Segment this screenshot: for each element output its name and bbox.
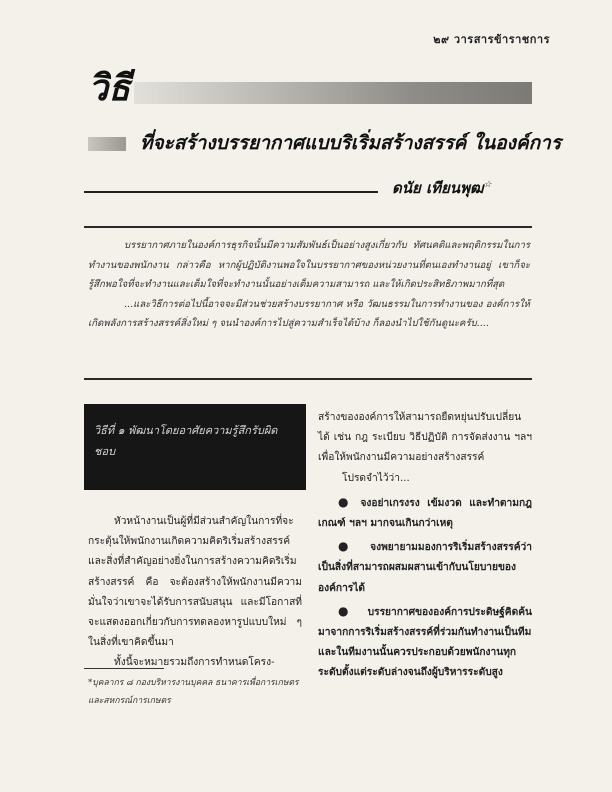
author-text: ดนัย เทียนพุฒ [392,179,484,197]
bullet-text: จงพยายามมองการริเริ่มสร้างสรรค์ว่าเป็นสิ่งที่สามารถผสมผสานเข้ากับนโยบายขององค์การได้ [318,541,532,594]
section-heading: วิธีที่ ๑ พัฒนาโดยอาศัยความรู้สึกรับผิดชอบ [94,424,278,458]
intro-top-rule [84,226,532,228]
bullet-icon: ● [338,603,360,618]
footnote: *บุคลากร ๘ กองบริหารงานบุคคล ธนาคารเพื่อการเกษตรและสหกรณ์การเกษตร [88,678,299,706]
right-column [318,408,532,683]
bullet-icon: ● [338,494,353,509]
bullet-text: บรรยากาศขององค์การประดิษฐ์คิดค้น มาจากการริเริ่มสร้างสรรค์ที่ร่วมกันทำงานเป็นทีม และในทีมงานนั้นควรประกอบด้วยพนักงานทุกระดับตั้งแต่ระดับล่างจนถึงผู้บริหารระดับสูง [318,605,532,679]
bullet-item [318,601,532,683]
left-paragraph-1: หัวหน้างานเป็นผู้ที่มีส่วนสำคัญในการที่จะกระตุ้นให้พนักงานเกิดความคิดริเริ่มสร้างสรรค์ และสิ่งที่สำคัญอย่างยิ่งในการสร้างความคิดริเริ่มสร้างสรรค์ คือ จะต้องสร้างให้พนักงานมีความมั่นใจว่าเขาจะได้รับการสนับสนุน และมีโอกาสที่จะแสดงออกเกี่ยวกับการทดลองหารูปแบบใหม่ ๆ ในสิ่งที่เขาคิดขึ้นมา [88,516,302,649]
bullet-item [318,492,532,533]
author-name [392,176,492,200]
bullet-icon: ● [338,539,363,554]
right-paragraph-2: โปรดจำไว้ว่า... [342,472,410,484]
page-header: ๒๙ วารสารข้าราชการ [433,33,550,46]
subtitle-decor-bar [88,137,126,151]
right-paragraph-1: สร้างขององค์การให้สามารถยืดหยุ่นปรับเปลี่ยนได้ เช่น กฎ ระเบียบ วิธีปฏิบัติ การจัดส่งงาน ฯลฯ เพื่อให้พนักงานมีความอย่างสร้างสรรค์ [318,412,532,464]
intro-block [88,236,530,334]
bullet-text: จงอย่าเกรงรง เข้มงวด และทำตามกฎเกณฑ์ ฯลฯ มากจนเกินกว่าเหตุ [318,496,532,530]
byline-rule [84,191,378,193]
intro-paragraph-2: ...และวิธีการต่อไปนี้อาจจะมีส่วนช่วยสร้างบรรยากาศ หรือ วัฒนธรรมในการทำงานของ องค์การให้เกิดพลังการสร้างสรรค์สิ่งใหม่ ๆ จนนำองค์การไปสู่ความสำเร็จได้บ้าง ก็ลองนำไปใช้กันดูนะครับ.... [88,298,530,329]
intro-bottom-rule [84,378,532,380]
bullet-item [318,536,532,598]
title-decor-bar [134,82,532,104]
article-subtitle: ที่จะสร้างบรรยากาศแบบริเริ่มสร้างสรรค์ ในองค์การ [140,132,562,154]
footnote-rule [84,668,164,669]
article-title-word: วิธี [88,67,131,109]
left-paragraph-2: ทั้งนี้จะหมายรวมถึงการทำหนดโครง- [114,657,275,669]
left-column [88,512,302,674]
intro-paragraph-1: บรรยากาศภายในองค์การธุรกิจนั้นมีความสัมพันธ์เป็นอย่างสูงเกี่ยวกับ ทัศนคติและพฤติกรรมในการทำงานของพนักงาน กล่าวคือ หากผู้ปฏิบัติงานพอใจในบรรยากาศของหน่วยงานที่ตนเองทำงานอยู่ เขาก็จะรู้สึกพอใจที่จะทำงานและเต็มใจที่จะทำงานนั้นอย่างเต็มความสามารถ และให้เกิดประสิทธิภาพมากที่สุด [88,240,530,290]
author-footnote-mark: ☆ [483,180,492,190]
